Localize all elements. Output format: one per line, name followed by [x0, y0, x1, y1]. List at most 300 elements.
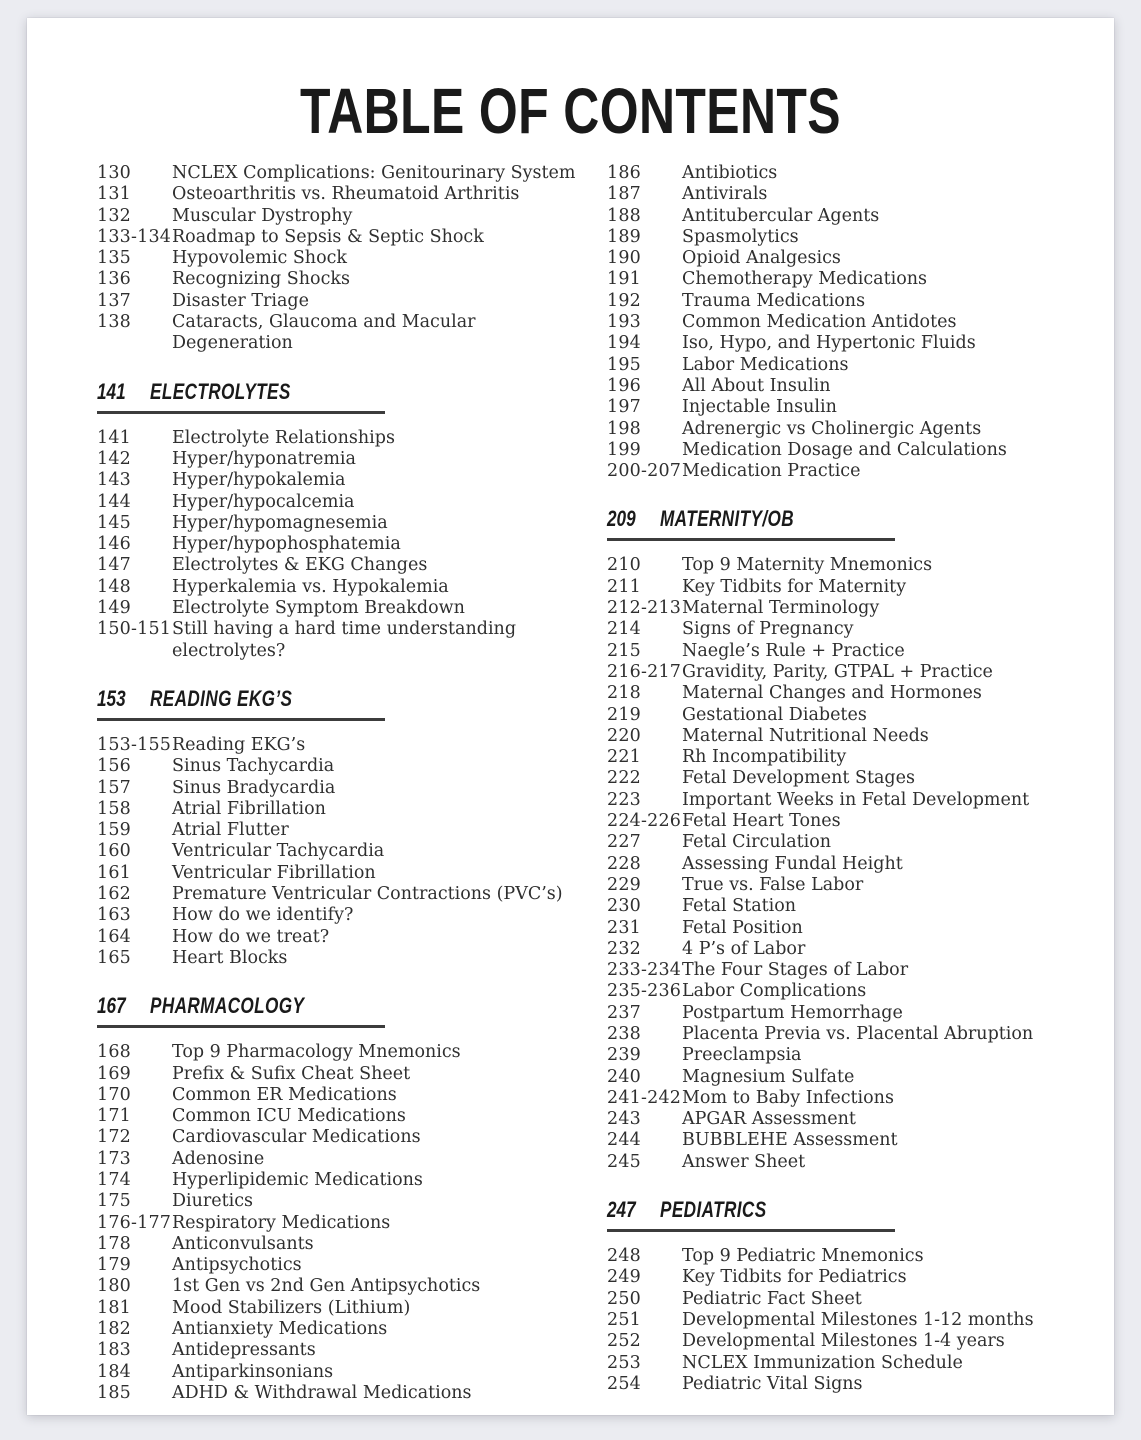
entry-title — [682, 662, 1057, 683]
entry-title-line: Developmental Milestones 1-12 months — [682, 1309, 1034, 1330]
entry-title-line: NCLEX Immunization Schedule — [682, 1352, 963, 1373]
entry-page-number: 132 — [97, 205, 132, 226]
toc-entry — [97, 1362, 582, 1383]
entry-title-line: Ventricular Fibrillation — [172, 862, 376, 883]
entry-title-line: Adrenergic vs Cholinergic Agents — [682, 418, 982, 439]
entry-title — [682, 683, 1057, 704]
entry-title — [682, 269, 1057, 290]
entry-page-number: 182 — [97, 1319, 132, 1340]
toc-entry — [97, 312, 582, 355]
entry-title-line: Cardiovascular Medications — [172, 1127, 421, 1148]
toc-section — [607, 508, 1057, 1173]
entry-title — [172, 1340, 582, 1361]
entry-page-number: 135 — [97, 248, 132, 269]
entry-title — [682, 577, 1057, 598]
entry-page-number: 244 — [607, 1130, 642, 1151]
toc-entry — [607, 1374, 1057, 1395]
toc-column-left — [97, 163, 582, 1404]
entry-page-number: 210 — [607, 555, 642, 576]
entry-page-number: 190 — [607, 248, 642, 269]
entry-title-line: Developmental Milestones 1-4 years — [682, 1331, 1005, 1352]
entry-page-number: 161 — [97, 862, 132, 883]
toc-entry — [97, 1127, 582, 1148]
toc-entry — [97, 555, 582, 576]
entry-title — [172, 227, 582, 248]
entry-page-number: 144 — [97, 491, 132, 512]
entry-page-number: 188 — [607, 205, 642, 226]
toc-entry — [97, 1276, 582, 1297]
entry-page-number: 216-217 — [607, 661, 682, 682]
entry-title-line: Atrial Fibrillation — [172, 798, 326, 819]
entry-title-line: Electrolyte Symptom Breakdown — [172, 598, 465, 619]
entry-page-number: 141 — [97, 427, 132, 448]
entry-title — [172, 841, 582, 862]
toc-entry — [607, 1067, 1057, 1088]
entry-page-number: 223 — [607, 789, 642, 810]
toc-entry — [607, 1331, 1057, 1352]
toc-entry — [97, 863, 582, 884]
entry-title-line: Spasmolytics — [682, 226, 799, 247]
toc-entry — [97, 598, 582, 619]
entry-title — [682, 705, 1057, 726]
entry-title — [172, 312, 582, 355]
toc-entry — [97, 248, 582, 269]
toc-entry — [97, 948, 582, 969]
entry-title-line: Common ICU Medications — [172, 1106, 406, 1127]
entry-title-line: Antibiotics — [682, 163, 778, 183]
toc-entry — [97, 1340, 582, 1361]
entry-title — [172, 1213, 582, 1234]
toc-entry — [607, 376, 1057, 397]
toc-entry — [607, 683, 1057, 704]
entry-page-number: 171 — [97, 1106, 132, 1127]
entry-page-number: 218 — [607, 683, 642, 704]
toc-entry — [607, 1045, 1057, 1066]
toc-entry — [607, 811, 1057, 832]
entry-title — [172, 1276, 582, 1297]
entry-title-line: Roadmap to Sepsis & Septic Shock — [172, 226, 484, 247]
entry-page-number: 149 — [97, 598, 132, 619]
entry-title — [172, 1127, 582, 1148]
toc-column-right — [607, 163, 1057, 1404]
entry-page-number: 232 — [607, 938, 642, 959]
entry-page-number: 168 — [97, 1042, 132, 1063]
entry-title — [172, 884, 582, 905]
toc-entry — [97, 1170, 582, 1191]
entry-title-line: Reading EKG’s — [172, 734, 306, 755]
entry-title-line: Assessing Fundal Height — [682, 853, 903, 874]
entry-page-number: 169 — [97, 1063, 132, 1084]
section-title: MATERNITY/OB — [660, 506, 795, 532]
entry-title — [682, 163, 1057, 184]
entry-page-number: 214 — [607, 619, 642, 640]
entry-page-number: 170 — [97, 1084, 132, 1105]
entry-title-line: Rh Incompatibility — [682, 747, 847, 768]
entry-page-number: 147 — [97, 555, 132, 576]
entry-title-line: Hyperkalemia vs. Hypokalemia — [172, 576, 449, 597]
entry-title-line: Fetal Station — [682, 896, 797, 917]
entry-title — [682, 790, 1057, 811]
entry-title-line: NCLEX Complications: Genitourinary System — [172, 163, 576, 183]
toc-entry — [97, 449, 582, 470]
entry-title — [682, 768, 1057, 789]
toc-entry — [97, 534, 582, 555]
entry-page-number: 180 — [97, 1276, 132, 1297]
entry-page-number: 163 — [97, 905, 132, 926]
entry-title — [172, 778, 582, 799]
entry-title — [682, 960, 1057, 981]
toc-entry — [607, 269, 1057, 290]
entry-title-line: Fetal Position — [682, 917, 803, 938]
entry-page-number: 253 — [607, 1352, 642, 1373]
entry-page-number: 153-155 — [97, 734, 172, 755]
entry-title-line: Sinus Bradycardia — [172, 777, 336, 798]
entry-title — [172, 799, 582, 820]
toc-entry — [607, 227, 1057, 248]
toc-entry — [607, 768, 1057, 789]
toc-entry — [607, 875, 1057, 896]
entry-title — [682, 1088, 1057, 1109]
entry-page-number: 143 — [97, 470, 132, 491]
toc-entry — [607, 461, 1057, 482]
section-header — [607, 508, 895, 541]
toc-entry — [607, 705, 1057, 726]
entry-page-number: 183 — [97, 1340, 132, 1361]
entry-title-line: Antivirals — [682, 184, 768, 205]
toc-entry — [607, 939, 1057, 960]
entry-title — [172, 756, 582, 777]
entry-page-number: 158 — [97, 798, 132, 819]
section-page-number: 141 — [97, 378, 126, 404]
entry-title-line: Gravidity, Parity, GTPAL + Practice — [682, 661, 993, 682]
entry-page-number: 185 — [97, 1382, 132, 1403]
entry-title — [172, 619, 582, 662]
toc-entry — [97, 841, 582, 862]
entry-title — [682, 1067, 1057, 1088]
toc-entry — [97, 884, 582, 905]
entry-title-line: Mood Stabilizers (Lithium) — [172, 1297, 411, 1318]
entry-title-line: Antiparkinsonians — [172, 1361, 334, 1382]
toc-entry — [97, 1298, 582, 1319]
entry-page-number: 176-177 — [97, 1212, 172, 1233]
toc-entry — [97, 227, 582, 248]
entry-title — [682, 832, 1057, 853]
entry-title-line: Premature Ventricular Contractions (PVC’s) — [172, 884, 563, 905]
entry-page-number: 193 — [607, 312, 642, 333]
entry-title-line: Electrolyte Relationships — [172, 427, 395, 448]
toc-entry — [97, 1319, 582, 1340]
toc-entry — [97, 756, 582, 777]
entry-title — [682, 419, 1057, 440]
entry-page-number: 131 — [97, 184, 132, 205]
entry-title-line: Mom to Baby Infections — [682, 1087, 894, 1108]
entry-page-number: 224-226 — [607, 811, 682, 832]
entry-page-number: 222 — [607, 768, 642, 789]
toc-entry — [607, 1267, 1057, 1288]
entry-page-number: 240 — [607, 1066, 642, 1087]
entry-title — [172, 1149, 582, 1170]
entry-title-line: Hyper/hyponatremia — [172, 448, 356, 469]
toc-entry — [97, 269, 582, 290]
document-page — [27, 18, 1114, 1415]
entry-page-number: 220 — [607, 725, 642, 746]
entry-title-line: How do we treat? — [172, 926, 330, 947]
entry-page-number: 179 — [97, 1255, 132, 1276]
entry-title-line: Important Weeks in Fetal Development — [682, 789, 1030, 810]
entry-title — [682, 1109, 1057, 1130]
entry-title-line: Key Tidbits for Pediatrics — [682, 1267, 907, 1288]
toc-entry — [607, 1109, 1057, 1130]
toc-entry — [607, 1353, 1057, 1374]
entry-title-line: Medication Dosage and Calculations — [682, 439, 1007, 460]
entry-title — [682, 875, 1057, 896]
entry-page-number: 146 — [97, 534, 132, 555]
entry-title-line: electrolytes? — [172, 640, 286, 661]
entry-title — [682, 981, 1057, 1002]
entry-page-number: 250 — [607, 1288, 642, 1309]
entry-title-line: Antianxiety Medications — [172, 1319, 388, 1340]
entry-title — [172, 184, 582, 205]
entry-title — [682, 1130, 1057, 1151]
entry-title — [682, 1331, 1057, 1352]
entry-title — [682, 376, 1057, 397]
entry-title-line: Naegle’s Rule + Practice — [682, 640, 905, 661]
toc-entry — [97, 619, 582, 662]
entry-title — [682, 355, 1057, 376]
entry-page-number: 248 — [607, 1246, 642, 1267]
entry-title-line: Fetal Development Stages — [682, 768, 915, 789]
toc-entry — [607, 747, 1057, 768]
toc-entry — [97, 577, 582, 598]
entry-page-number: 219 — [607, 704, 642, 725]
section-title: ELECTROLYTES — [150, 378, 291, 404]
toc-entry — [607, 440, 1057, 461]
entry-page-number: 251 — [607, 1309, 642, 1330]
entry-title-line: Still having a hard time understanding — [172, 619, 517, 640]
toc-entry — [97, 1255, 582, 1276]
toc-entry — [607, 854, 1057, 875]
entry-title — [172, 1362, 582, 1383]
entry-title — [682, 641, 1057, 662]
entry-page-number: 191 — [607, 269, 642, 290]
toc-entry — [97, 291, 582, 312]
entry-page-number: 239 — [607, 1045, 642, 1066]
entry-title — [682, 1374, 1057, 1395]
toc-entry — [607, 291, 1057, 312]
entry-title-line: Key Tidbits for Maternity — [682, 576, 907, 597]
entry-title — [682, 1246, 1057, 1267]
entry-title-line: Anticonvulsants — [172, 1233, 314, 1254]
entry-page-number: 230 — [607, 896, 642, 917]
toc-entry — [607, 619, 1057, 640]
entry-title-line: Magnesium Sulfate — [682, 1066, 855, 1087]
entry-page-number: 138 — [97, 312, 132, 333]
entry-title — [172, 1298, 582, 1319]
entry-title — [172, 513, 582, 534]
entry-page-number: 174 — [97, 1169, 132, 1190]
entry-title — [172, 1383, 582, 1404]
entry-page-number: 212-213 — [607, 598, 682, 619]
toc-entry — [607, 355, 1057, 376]
entry-title — [172, 291, 582, 312]
toc-entry — [97, 163, 582, 184]
entry-title — [682, 896, 1057, 917]
entry-page-number: 137 — [97, 290, 132, 311]
entry-title-line: Hyper/hypomagnesemia — [172, 512, 388, 533]
entry-title — [172, 248, 582, 269]
toc-entry — [607, 1003, 1057, 1024]
entry-title — [682, 206, 1057, 227]
entry-title-line: Hyperlipidemic Medications — [172, 1169, 423, 1190]
entry-title — [682, 1152, 1057, 1173]
toc-entry — [607, 248, 1057, 269]
entry-title — [172, 1191, 582, 1212]
toc-entry — [97, 778, 582, 799]
section-header — [97, 378, 385, 414]
toc-entry — [97, 735, 582, 756]
entry-title-line: Labor Medications — [682, 354, 849, 375]
toc-entry — [607, 577, 1057, 598]
entry-title-line: Adenosine — [172, 1148, 265, 1169]
entry-title-line: Trauma Medications — [682, 290, 866, 311]
entry-page-number: 243 — [607, 1109, 642, 1130]
toc-entry — [607, 960, 1057, 981]
entry-title-line: Postpartum Hemorrhage — [682, 1002, 903, 1023]
entry-title — [172, 492, 582, 513]
entry-page-number: 181 — [97, 1297, 132, 1318]
toc-entry — [607, 163, 1057, 184]
toc-entry — [97, 1106, 582, 1127]
entry-title — [682, 227, 1057, 248]
entry-title-line: Recognizing Shocks — [172, 269, 350, 290]
entry-page-number: 136 — [97, 269, 132, 290]
entry-page-number: 198 — [607, 418, 642, 439]
entry-title-line: APGAR Assessment — [682, 1109, 856, 1130]
entry-page-number: 187 — [607, 184, 642, 205]
entry-title — [682, 555, 1057, 576]
toc-entry — [607, 918, 1057, 939]
entry-title — [682, 461, 1057, 482]
entry-title — [682, 291, 1057, 312]
entry-page-number: 142 — [97, 448, 132, 469]
toc-entry — [607, 641, 1057, 662]
toc-entry — [97, 1085, 582, 1106]
entry-title-line: True vs. False Labor — [682, 874, 864, 895]
entry-page-number: 165 — [97, 947, 132, 968]
toc-entry — [97, 1191, 582, 1212]
toc-entry — [607, 1152, 1057, 1173]
page-title: TABLE OF CONTENTS — [300, 75, 841, 147]
entry-title — [682, 1310, 1057, 1331]
entry-title-line: Muscular Dystrophy — [172, 205, 353, 226]
entry-title-line: Chemotherapy Medications — [682, 269, 927, 290]
entry-title-line: Maternal Terminology — [682, 598, 880, 619]
entry-title-line: Maternal Nutritional Needs — [682, 725, 929, 746]
entry-title — [682, 726, 1057, 747]
entry-title-line: 1st Gen vs 2nd Gen Antipsychotics — [172, 1276, 481, 1297]
entry-page-number: 175 — [97, 1191, 132, 1212]
entry-title-line: Electrolytes & EKG Changes — [172, 555, 428, 576]
entry-page-number: 231 — [607, 917, 642, 938]
toc-section — [97, 995, 582, 1404]
entry-title — [682, 1024, 1057, 1045]
entry-title-line: Hypovolemic Shock — [172, 248, 348, 269]
toc-entry — [97, 905, 582, 926]
entry-page-number: 148 — [97, 576, 132, 597]
entry-title — [172, 1042, 582, 1063]
toc-entry — [607, 832, 1057, 853]
entry-page-number: 186 — [607, 163, 642, 183]
entry-title-line: Sinus Tachycardia — [172, 756, 335, 777]
entry-title — [172, 820, 582, 841]
entry-title — [172, 598, 582, 619]
entry-title-line: Common ER Medications — [172, 1084, 397, 1105]
entry-title — [172, 1064, 582, 1085]
entry-title-line: Hyper/hypocalcemia — [172, 491, 355, 512]
toc-section — [607, 163, 1057, 482]
entry-title-line: Maternal Changes and Hormones — [682, 683, 982, 704]
entry-title-line: The Four Stages of Labor — [682, 960, 909, 981]
entry-title-line: Osteoarthritis vs. Rheumatoid Arthritis — [172, 184, 520, 205]
toc-section — [97, 685, 582, 969]
entry-title — [682, 811, 1057, 832]
entry-page-number: 162 — [97, 884, 132, 905]
toc-entry — [97, 470, 582, 491]
entry-title-line: Answer Sheet — [682, 1151, 806, 1172]
section-page-number: 209 — [607, 506, 636, 532]
entry-title-line: Common Medication Antidotes — [682, 312, 957, 333]
entry-title-line: Prefix & Sufix Cheat Sheet — [172, 1063, 411, 1084]
toc-entry — [97, 1383, 582, 1404]
entry-title — [682, 747, 1057, 768]
entry-title-line: Atrial Flutter — [172, 820, 289, 841]
section-title: PHARMACOLOGY — [150, 993, 305, 1019]
entry-page-number: 237 — [607, 1002, 642, 1023]
entry-title — [682, 1267, 1057, 1288]
entry-title — [682, 440, 1057, 461]
entry-page-number: 235-236 — [607, 981, 682, 1002]
entry-page-number: 173 — [97, 1148, 132, 1169]
entry-page-number: 196 — [607, 375, 642, 396]
toc-entry — [97, 513, 582, 534]
toc-entry — [607, 555, 1057, 576]
entry-title — [682, 918, 1057, 939]
entry-title-line: Heart Blocks — [172, 947, 288, 968]
entry-title-line: Gestational Diabetes — [682, 704, 867, 725]
entry-title — [172, 555, 582, 576]
toc-entry — [607, 1246, 1057, 1267]
entry-title — [682, 1353, 1057, 1374]
toc-entry — [607, 184, 1057, 205]
toc-entry — [607, 1310, 1057, 1331]
entry-title-line: Fetal Circulation — [682, 832, 832, 853]
entry-page-number: 241-242 — [607, 1087, 682, 1108]
entry-page-number: 197 — [607, 397, 642, 418]
entry-page-number: 150-151 — [97, 619, 172, 640]
entry-title-line: BUBBLEHE Assessment — [682, 1130, 898, 1151]
entry-title — [682, 1289, 1057, 1310]
section-header — [97, 685, 385, 721]
entry-title-line: Disaster Triage — [172, 290, 309, 311]
entry-title — [172, 534, 582, 555]
entry-title — [172, 735, 582, 756]
entry-page-number: 172 — [97, 1127, 132, 1148]
entry-title — [682, 619, 1057, 640]
entry-title-line: Antitubercular Agents — [682, 205, 880, 226]
entry-title — [172, 1234, 582, 1255]
entry-title — [172, 470, 582, 491]
entry-title — [172, 1106, 582, 1127]
